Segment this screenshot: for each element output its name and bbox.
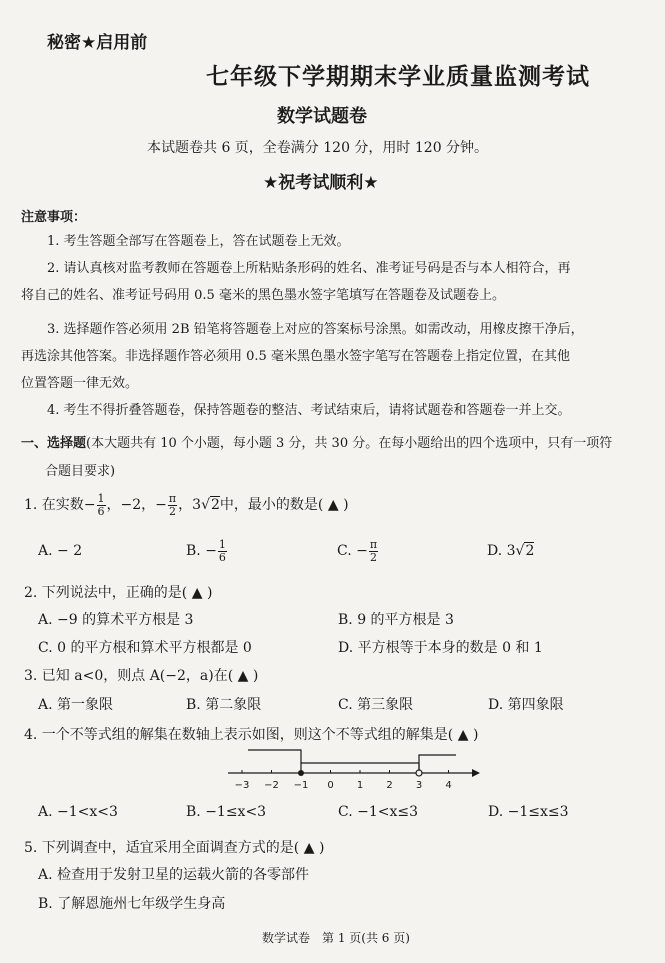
q4-close: ) <box>472 727 479 743</box>
answer-mark-icon: ▲ <box>457 727 469 743</box>
q2-close: ) <box>206 585 213 601</box>
number-line-tick-label: 2 <box>386 780 393 791</box>
q1-radicand: 2 <box>211 497 220 513</box>
q1-f1-den: 6 <box>97 504 105 518</box>
q1-fraction-1 <box>97 493 106 518</box>
q1-option-b-num: 1 <box>218 537 226 551</box>
q1-option-c-den: 2 <box>369 550 377 564</box>
q1-close: ) <box>343 497 349 513</box>
q2-option-a: A. −9 的算术平方根是 3 <box>38 612 194 628</box>
q3-close: ) <box>252 668 259 684</box>
q4-option-a: A. −1<x<3 <box>38 804 118 820</box>
q2-option-c: C. 0 的平方根和算术平方根都是 0 <box>38 640 252 656</box>
q1-mid-2: ，3 <box>178 497 202 513</box>
answer-mark-icon: ▲ <box>237 668 249 684</box>
note-item-2-line-1: 2. 请认真核对监考教师在答题卷上所粘贴条形码的姓名、准考证号码是否与本人相符合，再 <box>47 261 571 276</box>
q5-stem: 5. 下列调查中，适宜采用全面调查方式的是( <box>24 840 300 856</box>
q1-f2-num: π <box>168 491 177 505</box>
number-line-tick-label: 4 <box>445 780 452 791</box>
secret-label: 秘密★启用前 <box>47 33 148 53</box>
q5-option-b: B. 了解恩施州七年级学生身高 <box>38 896 226 912</box>
answer-mark-icon: ▲ <box>191 585 203 601</box>
question-3-stem <box>24 665 258 685</box>
section-1-desc-line-2: 合题目要求) <box>45 464 116 479</box>
answer-mark-icon: ▲ <box>303 840 315 856</box>
question-5-stem <box>24 837 324 857</box>
q5-close: ) <box>318 840 325 856</box>
q1-option-b-fraction <box>218 539 227 564</box>
note-item-2-line-2: 将自己的姓名、准考证号码用 0.5 毫米的黑色墨水签字笔填写在答题卷及试题卷上。 <box>21 288 505 303</box>
q3-option-a: A. 第一象限 <box>38 697 114 713</box>
q1-suffix: 中，最小的数是( <box>219 497 324 513</box>
q1-option-d-prefix: D. 3 <box>487 543 516 559</box>
number-line-arrow <box>472 769 480 777</box>
q1-option-c <box>337 536 379 566</box>
question-1-stem <box>24 490 349 520</box>
page-footer: 数学试卷 第 1 页(共 6 页) <box>262 931 410 945</box>
exam-subtitle: 数学试题卷 <box>277 106 367 127</box>
q1-option-b-prefix: B. − <box>186 543 217 559</box>
q1-neg: − <box>83 497 96 513</box>
section-1-desc: (本大题共有 10 个小题，每小题 3 分，共 30 分。在每小题给出的四个选项中，只有一项符 <box>86 436 613 451</box>
q4-option-d: D. −1≤x≤3 <box>488 804 569 820</box>
exam-info: 本试题卷共 6 页，全卷满分 120 分，用时 120 分钟。 <box>147 140 489 156</box>
q1-option-b <box>186 536 228 566</box>
q1-fraction-2 <box>168 493 177 518</box>
solution-bracket-top <box>248 750 301 763</box>
number-line-tick-label: 1 <box>356 780 364 791</box>
number-line-tick-label: 3 <box>415 780 423 791</box>
question-4-stem <box>24 724 478 744</box>
q1-option-d-sqrt-sign: √ <box>515 543 525 559</box>
number-line-tick-label: −3 <box>234 780 250 791</box>
note-item-4: 4. 考生不得折叠答题卷，保持答题卷的整洁、考试结束后，请将试题卷和答题卷一并上交。 <box>47 403 571 418</box>
blessing: ★祝考试顺利★ <box>263 173 379 193</box>
answer-mark-icon: ▲ <box>327 497 339 513</box>
number-line-tick-label: 0 <box>327 780 334 791</box>
q1-f2-den: 2 <box>169 504 177 518</box>
q1-option-c-fraction <box>369 539 378 564</box>
section-1-header <box>21 432 612 451</box>
q1-option-d-radicand: 2 <box>525 543 535 559</box>
solution-bracket-right <box>419 755 456 773</box>
exam-title: 七年级下学期期末学业质量监测考试 <box>206 64 590 90</box>
section-1-heading: 一、选择题 <box>21 436 87 451</box>
q2-option-d: D. 平方根等于本身的数是 0 和 1 <box>338 640 543 656</box>
q1-sqrt-sign: √ <box>201 497 210 513</box>
q1-prefix: 1. 在实数 <box>24 497 84 513</box>
number-line-figure <box>220 745 480 795</box>
closed-endpoint-dot <box>298 770 304 776</box>
q3-option-b: B. 第二象限 <box>186 697 262 713</box>
q4-stem: 4. 一个不等式组的解集在数轴上表示如图，则这个不等式组的解集是( <box>24 727 454 743</box>
q5-option-a: A. 检查用于发射卫星的运载火箭的各零部件 <box>38 867 310 883</box>
q1-mid-1: ，−2，− <box>106 497 167 513</box>
q1-option-a: A. − 2 <box>38 543 83 559</box>
notes-heading: 注意事项： <box>21 210 87 225</box>
question-2-stem <box>24 582 212 602</box>
q1-option-b-den: 6 <box>218 550 226 564</box>
q2-stem: 2. 下列说法中，正确的是( <box>24 585 188 601</box>
number-line-tick-label: −2 <box>264 780 279 791</box>
q3-option-d: D. 第四象限 <box>488 697 564 713</box>
q1-f1-num: 1 <box>97 491 105 505</box>
note-item-3-line-1: 3. 选择题作答必须用 2B 铅笔将答题卷上对应的答案标号涂黑。如需改动，用橡皮擦干净后， <box>47 322 584 337</box>
q4-option-b: B. −1≤x<3 <box>186 804 267 820</box>
q1-option-d <box>487 536 534 566</box>
note-item-3-line-2: 再选涂其他答案。非选择题作答必须用 0.5 毫米黑色墨水签字笔写在答题卷上指定位置，在其他 <box>21 349 570 364</box>
q2-option-b: B. 9 的平方根是 3 <box>338 612 454 628</box>
q1-option-c-prefix: C. − <box>337 543 368 559</box>
note-item-1: 1. 考生答题全部写在答题卷上，答在试题卷上无效。 <box>47 234 350 249</box>
open-endpoint-circle <box>416 770 422 776</box>
note-item-3-line-3: 位置答题一律无效。 <box>21 376 139 391</box>
q3-stem: 3. 已知 a<0，则点 A(−2，a)在( <box>24 668 234 684</box>
number-line-tick-label: −1 <box>293 780 309 791</box>
q1-option-c-num: π <box>369 537 378 551</box>
q4-option-c: C. −1<x≤3 <box>338 804 419 820</box>
q3-option-c: C. 第三象限 <box>338 697 414 713</box>
